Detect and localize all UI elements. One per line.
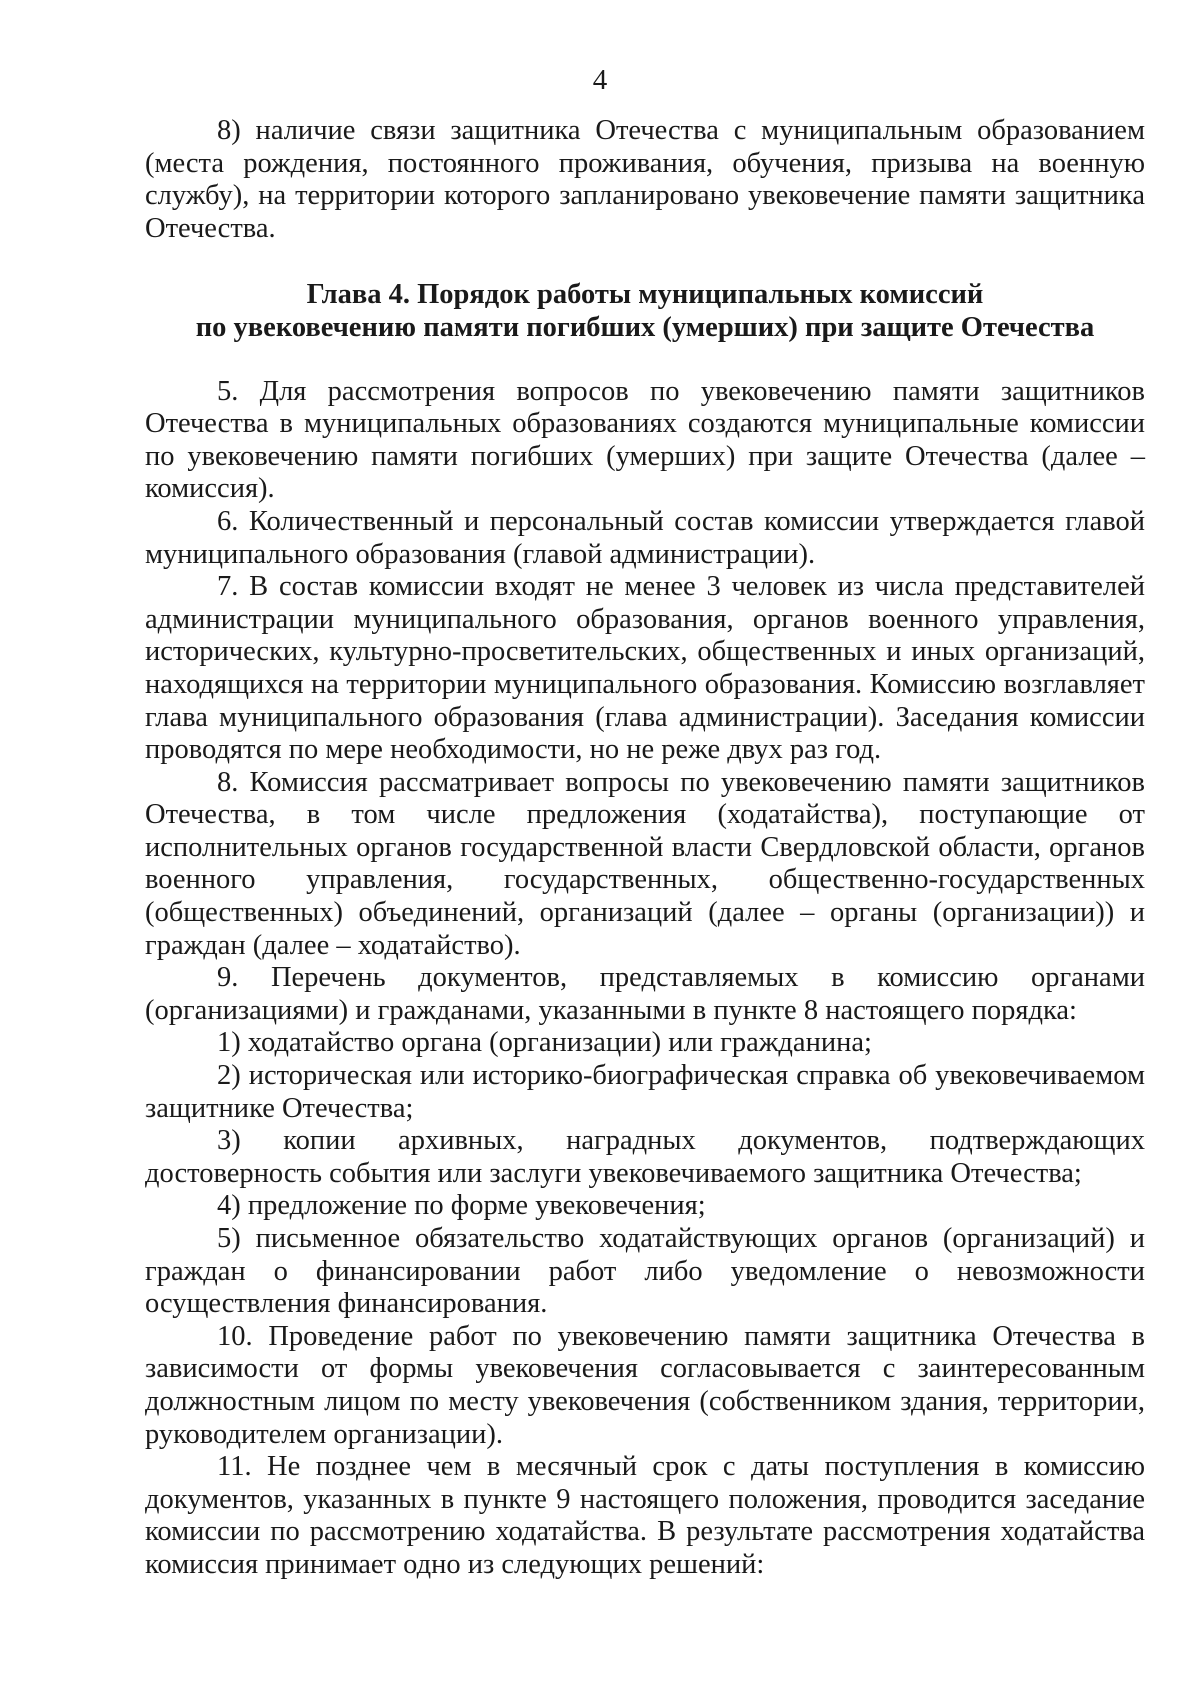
paragraph-8: 8. Комиссия рассматривает вопросы по увековечению памяти защитников Отечества, в том числе предложения (ходатайства), поступающие от исполнительных органов государственной власти Свердловской области, органов военного управления, государственных, общественно-государственных (общественных) объединений, организаций (далее – органы (организации)) и граждан (далее – ходатайство). (145, 766, 1145, 961)
list-item-5: 5) письменное обязательство ходатайствующих органов (организаций) и граждан о финансировании работ либо уведомление о невозможности осуществления финансирования. (145, 1223, 1145, 1320)
paragraph-11: 11. Не позднее чем в месячный срок с даты поступления в комиссию документов, указанных в пункте 9 настоящего положения, проводится заседание комиссии по рассмотрению ходатайства. В результате рассмотрения ходатайства комиссия принимает одно из следующих решений: (145, 1451, 1145, 1580)
chapter-title-line-2: по увековечению памяти погибших (умерших) при защите Отечества (195, 311, 1095, 343)
intro-paragraph: 8) наличие связи защитника Отечества с муниципальным образованием (места рождения, постоянного проживания, обучения, призыва на военную службу), на территории которого запланировано увековечение памяти защитника Отечества. (145, 115, 1145, 244)
paragraph-10: 10. Проведение работ по увековечению памяти защитника Отечества в зависимости от формы увековечения согласовывается с заинтересованным должностным лицом по месту увековечения (собственником здания, территории, руководителем организации). (145, 1320, 1145, 1450)
chapter-heading (145, 279, 1145, 344)
list-item-3: 3) копии архивных, наградных документов, подтверждающих достоверность события или заслуги увековечиваемого защитника Отечества; (145, 1125, 1145, 1189)
paragraph-6: 6. Количественный и персональный состав комиссии утверждается главой муниципального образования (главой администрации). (145, 505, 1145, 570)
page-number: 4 (592, 64, 608, 96)
chapter-title-line-1: Глава 4. Порядок работы муниципальных комиссий (306, 279, 984, 311)
paragraph-7: 7. В состав комиссии входят не менее 3 человек из числа представителей администрации муниципального образования, органов военного управления, исторических, культурно-просветительских, общественных и иных организаций, находящихся на территории муниципального образования. Комиссию возглавляет глава муниципального образования (глава администрации). Заседания комиссии проводятся по мере необходимости, но не реже двух раз год. (145, 571, 1145, 766)
paragraph-5: 5. Для рассмотрения вопросов по увековечению памяти защитников Отечества в муниципальных образованиях создаются муниципальные комиссии по увековечению памяти погибших (умерших) при защите Отечества (далее – комиссия). (145, 375, 1145, 505)
document-body (145, 115, 1145, 1582)
list-item-1: 1) ходатайство органа (организации) или гражданина; (217, 1027, 872, 1059)
list-item-2: 2) историческая или историко-биографическая справка об увековечиваемом защитнике Отечества; (145, 1060, 1145, 1124)
paragraph-9: 9. Перечень документов, представляемых в комиссию органами (организациями) и гражданами, указанными в пункте 8 настоящего порядка: (145, 962, 1145, 1026)
list-item-4: 4) предложение по форме увековечения; (217, 1190, 706, 1222)
